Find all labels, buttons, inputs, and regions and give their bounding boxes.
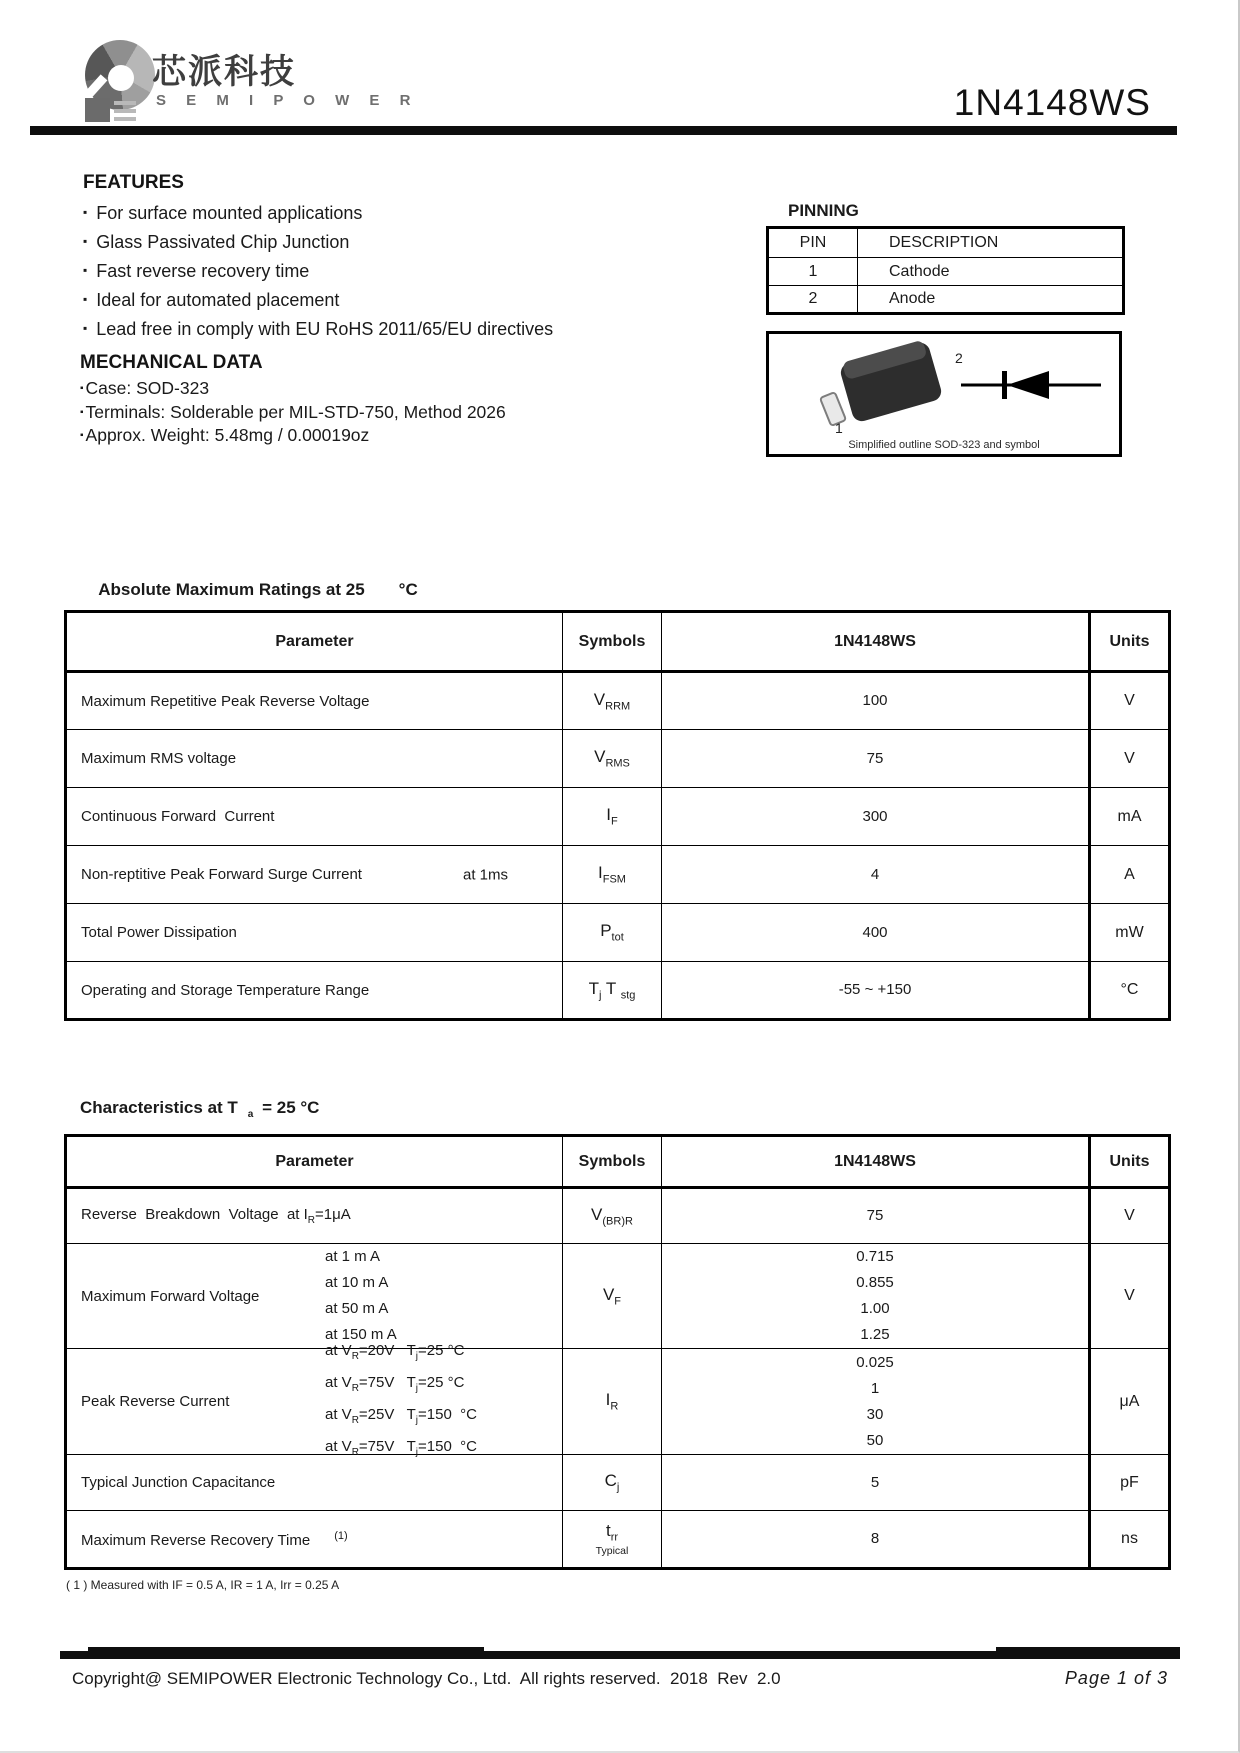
param-cell [66, 1455, 563, 1511]
logo-ring-hole [108, 65, 134, 91]
table-row [66, 846, 1170, 904]
symbol: $C_j$ [604, 1471, 620, 1494]
value-line: 1 [870, 1379, 880, 1397]
table-row [66, 1349, 1170, 1455]
symbol: $V_{RMS}$ [594, 747, 630, 770]
table-row [66, 1244, 1170, 1349]
footnote: ( 1 ) Measured with IF = 0.5 A, IR = 1 A, Irr = 0.25 A [66, 1578, 340, 1592]
condition-line: at 50 m A [325, 1300, 389, 1317]
list-item-label: Case: SOD-323 [85, 378, 210, 398]
feature-item [83, 290, 703, 310]
mechanical-item [80, 401, 720, 422]
condition-line: at 1 m A [325, 1248, 381, 1265]
symbol-cell [563, 1511, 662, 1569]
part-number-title: 1N4148WS [953, 82, 1151, 123]
mechanical-data-section [80, 352, 720, 445]
condition-line: at 150 m A [325, 1326, 397, 1343]
param-label: Peak Reverse Current [81, 1393, 230, 1410]
condition-line: at $V_R=20V$ $T_j=25$ °C [325, 1341, 465, 1362]
diode-symbol [961, 367, 1101, 403]
unit-cell: pF [1090, 1455, 1170, 1511]
value-line: -55 ~ +150 [838, 981, 912, 998]
param-label: Maximum Forward Voltage [81, 1287, 260, 1305]
value-line: 8 [870, 1530, 880, 1547]
param-label: Continuous Forward Current [81, 808, 275, 825]
col-symbols: Symbols [563, 612, 662, 672]
pin-column-header: PIN [768, 228, 858, 258]
param-cell [66, 846, 563, 904]
symbol-cell [563, 788, 662, 846]
logo-bars-icon [114, 101, 136, 121]
sod-323-package-image [803, 338, 963, 438]
pin-number-cell: 2 [768, 286, 858, 314]
pin-number-cell: 1 [768, 258, 858, 286]
footer-rule-segment [88, 1647, 484, 1651]
package-outline-box [766, 331, 1122, 457]
feature-item [83, 261, 703, 281]
feature-item [83, 319, 703, 339]
param-cell [66, 904, 563, 962]
value-line: 400 [862, 923, 888, 941]
symbol-cell [563, 1244, 662, 1349]
condition-line: at 10 m A [325, 1274, 389, 1291]
characteristics-table [64, 1134, 1171, 1570]
col-units: Units [1090, 1136, 1170, 1188]
list-item-label: Glass Passivated Chip Junction [96, 232, 350, 252]
footer [72, 1668, 1168, 1689]
symbol-cell [563, 1188, 662, 1244]
value-cell [662, 672, 1090, 730]
col-units: Units [1090, 612, 1170, 672]
param-label: Maximum Repetitive Peak Reverse Voltage [81, 692, 370, 710]
pin-row [768, 258, 1124, 286]
footer-rule [60, 1651, 1180, 1659]
mechanical-item [80, 427, 720, 445]
condition-line: at $V_R=25V$ $T_j=150$ °C [325, 1405, 477, 1426]
bullet-icon: ▪ [83, 292, 88, 306]
symbol: $I_{FSM}$ [598, 863, 626, 886]
unit-cell: ns [1090, 1511, 1170, 1569]
value-cell [662, 730, 1090, 788]
condition-list [325, 1338, 477, 1466]
condition-line: at $V_R=75V$ $T_j=150$ °C [325, 1437, 477, 1458]
value-cell [662, 1349, 1090, 1455]
unit-cell: mW [1090, 904, 1170, 962]
list-item-label: Terminals: Solderable per MIL-STD-750, Method 2026 [85, 401, 506, 422]
list-item-label: For surface mounted applications [96, 203, 363, 223]
symbol: $t_{rr}$ [605, 1521, 619, 1544]
list-item-label: Lead free in comply with EU RoHS 2011/65/EU directives [96, 319, 554, 339]
symbol-cell [563, 904, 662, 962]
value-line: 100 [862, 692, 888, 709]
abs-max-heading-unit: °C [398, 580, 418, 599]
value-line: 1.25 [860, 1326, 890, 1343]
table-row [66, 904, 1170, 962]
unit-cell: V [1090, 1244, 1170, 1349]
value-line: 50 [866, 1431, 884, 1449]
mechanical-data-list [80, 380, 720, 445]
symbol-note: Typical [595, 1544, 629, 1557]
bullet-icon: ▪ [83, 234, 88, 248]
pinning-header-row [768, 228, 1124, 258]
value-cell [662, 846, 1090, 904]
bullet-icon: ▪ [83, 321, 88, 335]
table-row [66, 962, 1170, 1020]
table-row [66, 730, 1170, 788]
param-label: Maximum RMS voltage [81, 750, 237, 767]
value-line: 0.025 [856, 1353, 894, 1371]
features-list [83, 203, 703, 339]
symbol: $V_F$ [602, 1284, 622, 1308]
footer-rule-segment [996, 1647, 1180, 1651]
mechanical-item [80, 380, 720, 398]
symbol: $I_F$ [606, 805, 618, 828]
package-pin2-label: 2 [955, 350, 963, 366]
value-line: 0.715 [856, 1248, 894, 1265]
pin-description-cell: Anode [858, 286, 1124, 314]
pin-description-cell: Cathode [858, 258, 1124, 286]
table-row [66, 1455, 1170, 1511]
value-line: 75 [866, 749, 884, 767]
value-line: 5 [870, 1473, 880, 1491]
symbol: $P_{tot}$ [600, 921, 624, 944]
bullet-icon: ▪ [83, 263, 88, 277]
features-section [83, 172, 703, 339]
value-line: 0.855 [856, 1274, 894, 1291]
param-cell [66, 962, 563, 1020]
semipower-logo [85, 40, 157, 122]
list-item-label: Ideal for automated placement [96, 290, 340, 310]
symbol-cell [563, 846, 662, 904]
value-cell [662, 1244, 1090, 1349]
features-title: FEATURES [83, 172, 184, 193]
condition-line: at $V_R=75V$ $T_j=25$ °C [325, 1373, 465, 1394]
characteristics-heading: Characteristics at T $_a$ = 25 °C [80, 1098, 320, 1121]
table-row [66, 788, 1170, 846]
value-line: 30 [866, 1405, 884, 1423]
symbol-cell [563, 672, 662, 730]
param-label: Total Power Dissipation [81, 924, 237, 941]
package-pin1-label: 1 [835, 420, 843, 436]
pinning-title: PINNING [788, 201, 859, 220]
pinning-table [766, 226, 1125, 315]
table-row [66, 1511, 1170, 1569]
mechanical-data-title: MECHANICAL DATA [80, 352, 263, 373]
description-column-header: DESCRIPTION [858, 228, 1124, 258]
symbol-cell [563, 962, 662, 1020]
package-caption: Simplified outline SOD-323 and symbol [848, 439, 1040, 451]
value-cell [662, 962, 1090, 1020]
unit-cell: A [1090, 846, 1170, 904]
param-condition-note: at 1ms [463, 866, 509, 883]
col-symbols: Symbols [563, 1136, 662, 1188]
table-row [66, 672, 1170, 730]
feature-item [83, 232, 703, 252]
unit-cell: V [1090, 1188, 1170, 1244]
list-item-label: Approx. Weight: 5.48mg / 0.00019oz [85, 425, 370, 445]
unit-cell: μA [1090, 1349, 1170, 1455]
param-label: Typical Junction Capacitance [81, 1474, 276, 1491]
unit-cell: V [1090, 730, 1170, 788]
value-cell [662, 1455, 1090, 1511]
param-label: Non-reptitive Peak Forward Surge Current [81, 866, 362, 883]
copyright-text: Copyright@ SEMIPOWER Electronic Technology Co., Ltd. All rights reserved. 2018 Rev 2.0 [72, 1669, 781, 1688]
characteristics-header-row [66, 1136, 1170, 1188]
value-cell [662, 788, 1090, 846]
param-cell [66, 788, 563, 846]
unit-cell: °C [1090, 962, 1170, 1020]
condition-list [325, 1244, 397, 1348]
table-row [66, 1188, 1170, 1244]
company-name-chinese: 芯派科技 [152, 53, 296, 91]
param-label: Operating and Storage Temperature Range [81, 981, 370, 999]
value-cell [662, 1511, 1090, 1569]
unit-cell: mA [1090, 788, 1170, 846]
symbol-cell [563, 1455, 662, 1511]
value-cell [662, 1188, 1090, 1244]
bullet-icon: ▪ [80, 406, 84, 418]
value-cell [662, 904, 1090, 962]
value-line: 75 [866, 1207, 884, 1224]
bullet-icon: ▪ [80, 430, 84, 441]
param-cell [66, 730, 563, 788]
list-item-label: Fast reverse recovery time [96, 261, 310, 281]
param-label: Reverse Breakdown Voltage at $I_R=1\mu A$ [81, 1206, 351, 1226]
col-parameter: Parameter [66, 1136, 563, 1188]
value-line: 1.00 [860, 1300, 890, 1317]
bullet-icon: ▪ [80, 383, 84, 394]
page-number: Page 1 of 3 [1064, 1668, 1168, 1688]
bullet-icon: ▪ [83, 205, 88, 219]
pin-row [768, 286, 1124, 314]
abs-max-header-row [66, 612, 1170, 672]
param-cell [66, 1188, 563, 1244]
param-cell [66, 1341, 563, 1458]
feature-item [83, 203, 703, 223]
col-part: 1N4148WS [662, 612, 1090, 672]
symbol: $I_R$ [605, 1390, 619, 1413]
unit-cell: V [1090, 672, 1170, 730]
col-parameter: Parameter [66, 612, 563, 672]
value-line: 4 [870, 865, 880, 883]
abs-max-heading-text: Absolute Maximum Ratings at 25 [98, 580, 365, 599]
logo-square-icon [85, 98, 110, 122]
value-line: 300 [862, 807, 888, 825]
param-cell [66, 1511, 563, 1569]
param-label: Maximum Reverse Recovery Time $^{(1)}$ [81, 1529, 348, 1549]
header-rule [30, 126, 1177, 135]
symbol: $V_{RRM}$ [593, 689, 631, 713]
col-part: 1N4148WS [662, 1136, 1090, 1188]
symbol-cell [563, 1349, 662, 1455]
param-cell [66, 672, 563, 730]
abs-max-table [64, 610, 1171, 1021]
symbol: $V_{(BR)R}$ [591, 1204, 633, 1228]
company-name-english: S E M I P O W E R [156, 92, 419, 109]
param-cell [66, 1244, 563, 1349]
symbol-cell [563, 730, 662, 788]
symbol: $T_j$ T $_{stg}$ [588, 978, 636, 1002]
